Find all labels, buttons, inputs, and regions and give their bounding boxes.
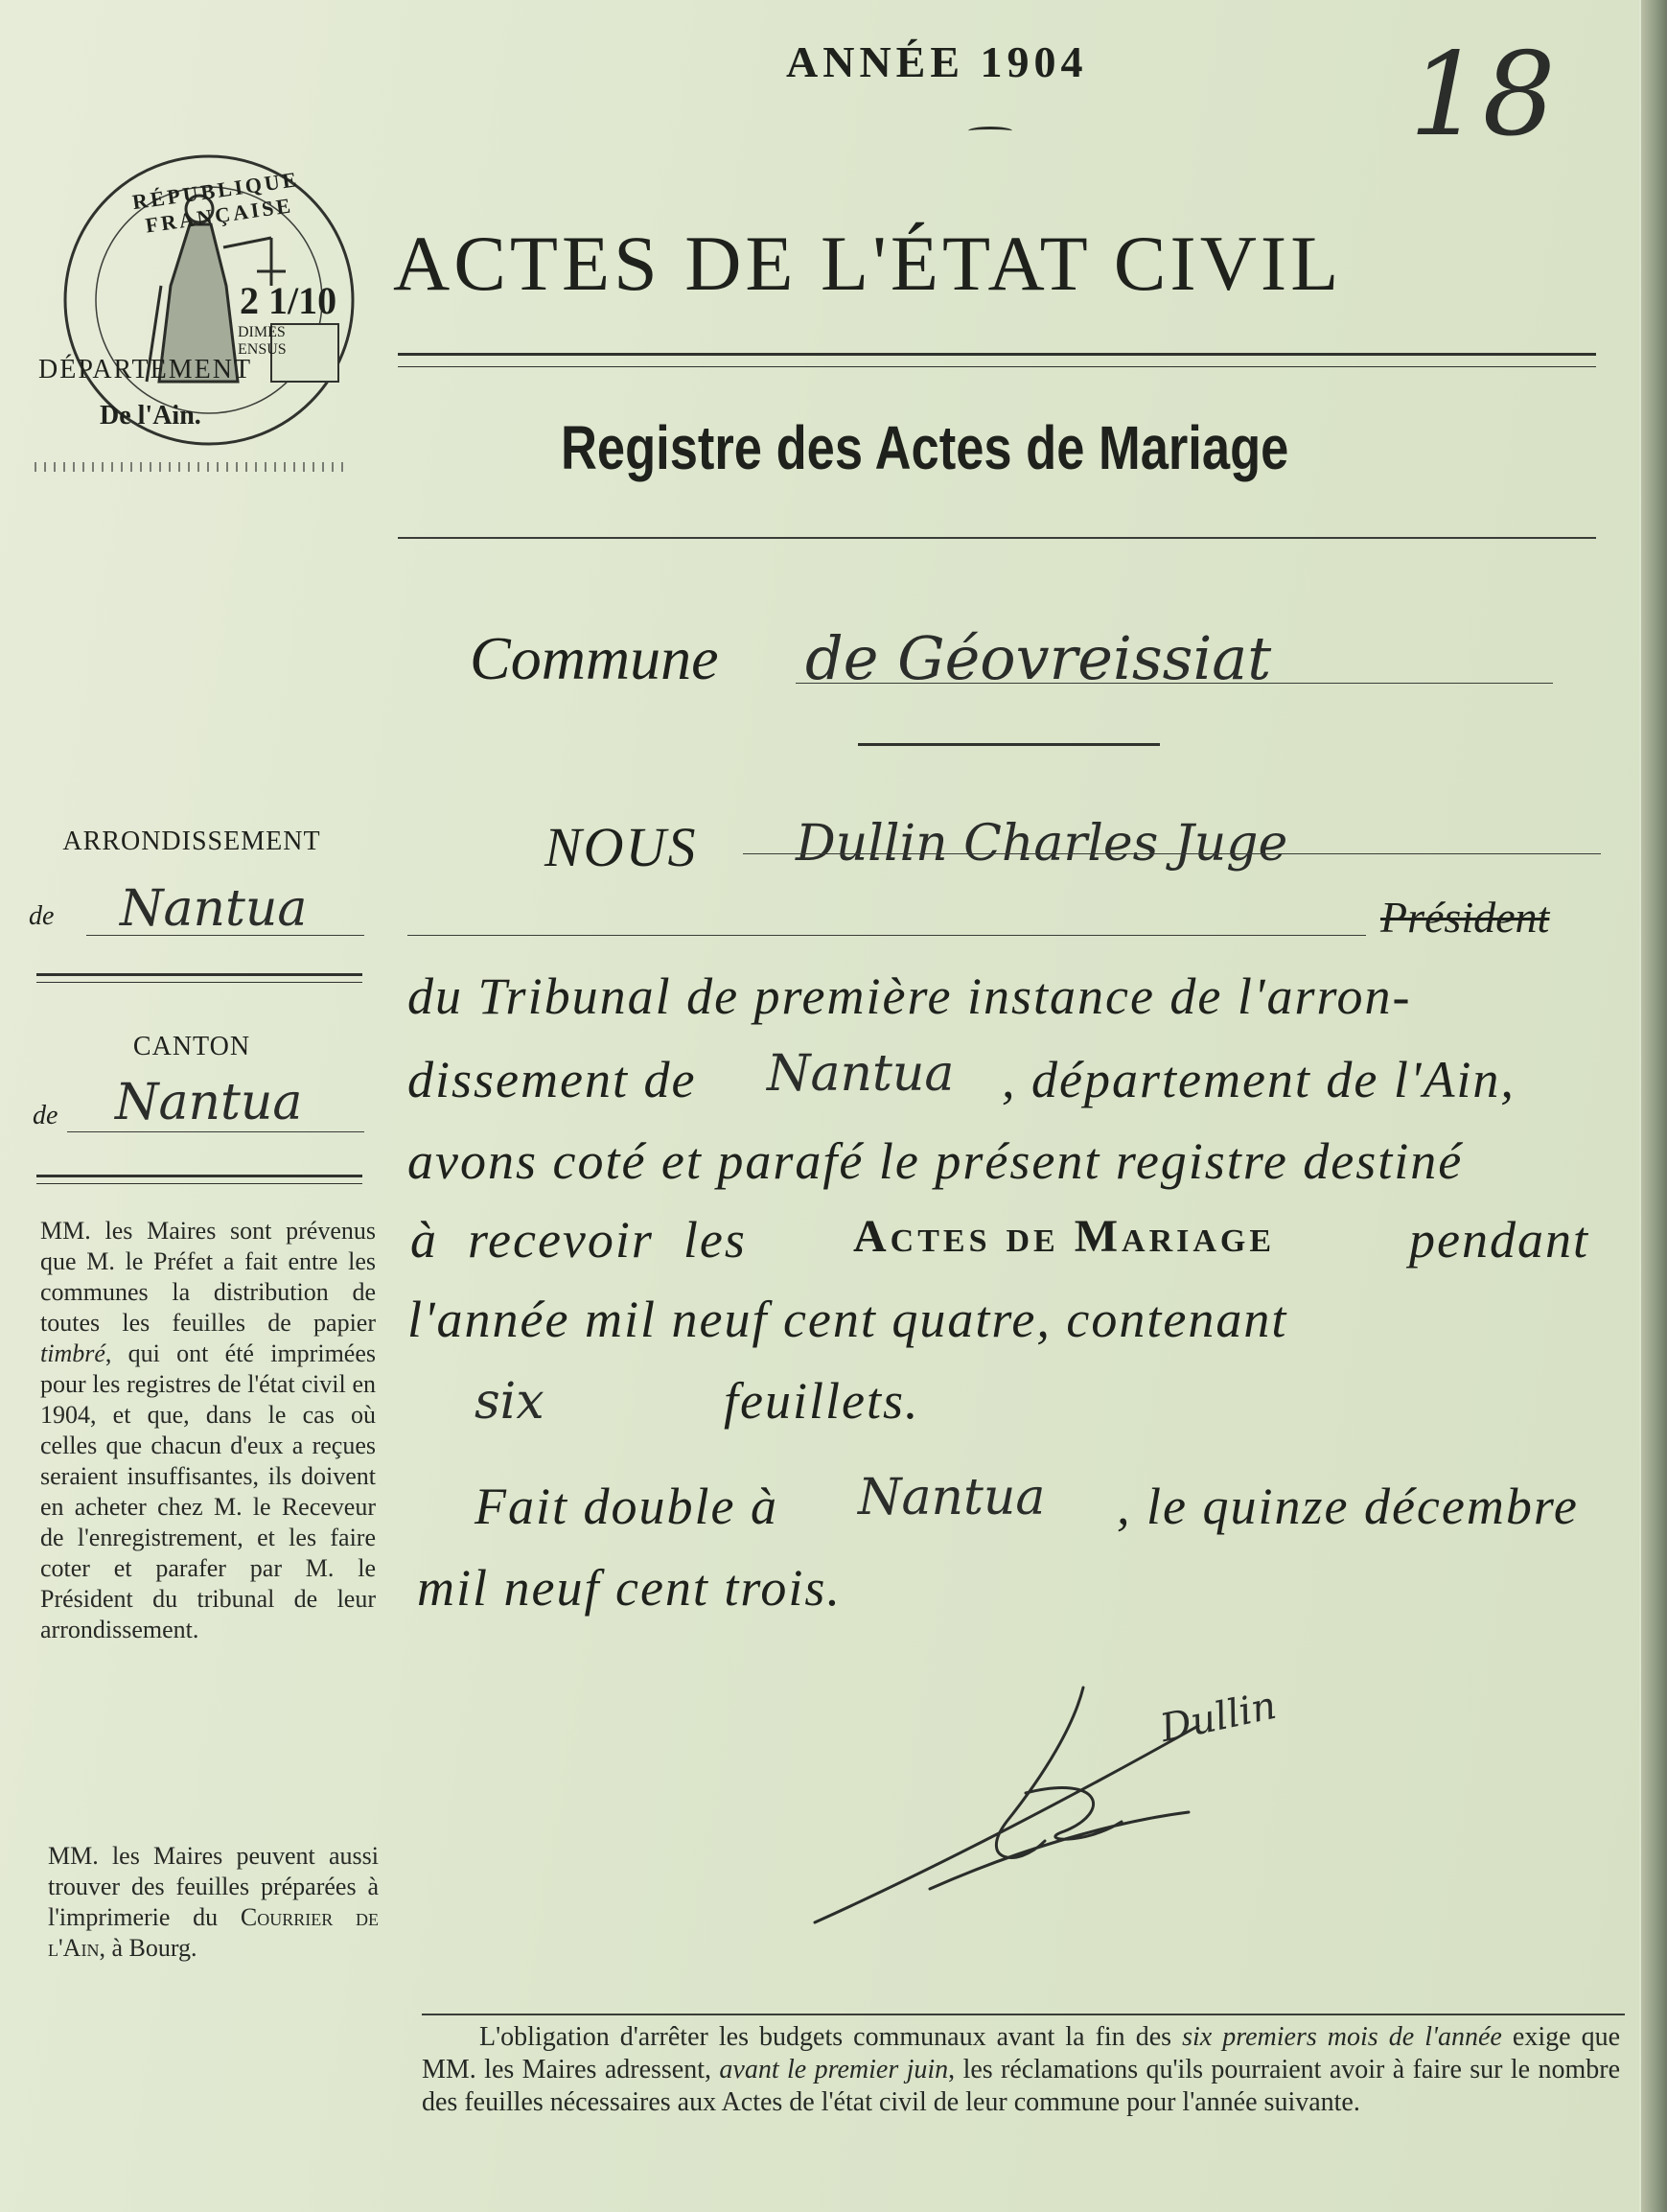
- stamp-departement-name: De l'Ain.: [100, 401, 201, 431]
- sidebar-divider-2: [36, 1175, 362, 1177]
- arrondissement-rule: [86, 935, 364, 936]
- note2-publisher: Courrier de l'Ain: [48, 1903, 379, 1962]
- text-line-last: mil neuf cent trois.: [417, 1559, 842, 1617]
- note2-text-a: MM. les Maires peuvent aussi trouver des feuilles préparées à l'imprimerie du: [48, 1842, 379, 1931]
- commune-label: Commune: [470, 624, 719, 692]
- stamp-perforation: [35, 462, 351, 472]
- commune-value: de Géovreissiat: [805, 623, 1272, 693]
- arrondissement-value: Nantua: [120, 880, 308, 938]
- fait-double-a: Fait double à: [475, 1478, 778, 1535]
- arrondissement-prefix: de: [29, 901, 55, 931]
- title-rule-bottom: [398, 366, 1596, 367]
- sidebar-divider-2b: [36, 1183, 362, 1184]
- text-line-2b: , département de l'Ain,: [1002, 1051, 1516, 1108]
- sidebar-divider-1b: [36, 982, 362, 983]
- year-heading: ANNÉE 1904: [786, 37, 1088, 86]
- main-title: ACTES DE L'ÉTAT CIVIL: [393, 220, 1343, 307]
- signature-name: Dullin: [1156, 1683, 1281, 1752]
- note2-text-b: , à Bourg.: [99, 1934, 197, 1962]
- sidebar-note-papier-timbre: [40, 1216, 376, 1645]
- nous-rule-2: [407, 935, 1366, 936]
- feuillets-count: six: [475, 1373, 544, 1431]
- note1-emphasis: timbré: [40, 1339, 105, 1367]
- stamp-value: 2 1/10: [240, 279, 337, 322]
- text-line-2a: dissement de: [407, 1051, 697, 1108]
- canton-rule: [67, 1131, 364, 1132]
- tribunal-value: Nantua: [767, 1045, 955, 1103]
- nous-value: Dullin Charles Juge: [796, 815, 1288, 873]
- sidebar-note-imprimerie: [48, 1841, 379, 1964]
- stamp-ring-text: RÉPUBLIQUE FRANÇAISE: [130, 167, 301, 238]
- footer-text-c: , les réclamations qu'ils pourraient avoir à faire sur le nombre des feuilles nécessaires aux Actes de l'état civil de leur commune pour l'année suivante.: [422, 2055, 1621, 2117]
- text-line-3: avons coté et parafé le présent registre destiné: [407, 1132, 1464, 1190]
- footer-emphasis-1: six premiers mois de l'année: [1182, 2022, 1502, 2052]
- text-line-4b: pendant: [1409, 1211, 1589, 1269]
- text-line-5: l'année mil neuf cent quatre, contenant: [407, 1291, 1288, 1348]
- text-line-1: du Tribunal de première instance de l'arron-: [407, 967, 1412, 1025]
- footer-text-b: exige que MM. les Maires adressent,: [422, 2022, 1620, 2084]
- subtitle-rule: [398, 537, 1596, 539]
- canton-prefix: de: [33, 1101, 58, 1130]
- year-ornament: [968, 127, 1012, 135]
- register-subtitle: Registre des Actes de Mariage: [561, 413, 1289, 482]
- stamp-departement-label: DÉPARTEMENT: [38, 355, 253, 384]
- page-edge: [1641, 0, 1667, 2212]
- feuillets-label: feuillets.: [724, 1372, 920, 1430]
- text-line-4a: à recevoir les: [410, 1211, 747, 1269]
- note1-text-a: MM. les Maires sont prévenus que M. le Préfet a fait entre les communes la distribution de toutes les feuilles de papier: [40, 1217, 376, 1337]
- folio-number: 18: [1409, 29, 1556, 162]
- stamp-centimes: DIMES ENSUS: [238, 324, 287, 358]
- commune-separator: [858, 743, 1160, 746]
- footer-note: [422, 2021, 1620, 2119]
- canton-label: CANTON: [132, 1032, 251, 1061]
- fait-value: Nantua: [858, 1469, 1046, 1526]
- actes-de-mariage-caps: Actes de Mariage: [853, 1211, 1276, 1262]
- footer-rule: [422, 2014, 1625, 2015]
- sidebar-divider-1: [36, 973, 362, 976]
- president-label: Président: [1380, 893, 1550, 942]
- footer-emphasis-2: avant le premier juin: [719, 2055, 949, 2084]
- canton-value: Nantua: [115, 1074, 303, 1131]
- nous-rule: [743, 853, 1601, 854]
- nous-label: NOUS: [544, 816, 698, 878]
- commune-rule: [796, 683, 1553, 684]
- fait-double-b: , le quinze décembre: [1117, 1478, 1579, 1535]
- note1-text-b: , qui ont été imprimées pour les registres de l'état civil en 1904, et que, dans le cas où celles que chacun d'eux a reçues seraient insuffisantes, ils doivent en acheter chez M. le Receveur de l'enregistrement, et les faire coter et parafer par M. le Président du tribunal de leur arrondissement.: [40, 1339, 376, 1643]
- footer-text-a: L'obligation d'arrêter les budgets communaux avant la fin des: [479, 2022, 1183, 2052]
- arrondissement-label: ARRONDISSEMENT: [62, 827, 321, 856]
- title-rule-top: [398, 353, 1596, 356]
